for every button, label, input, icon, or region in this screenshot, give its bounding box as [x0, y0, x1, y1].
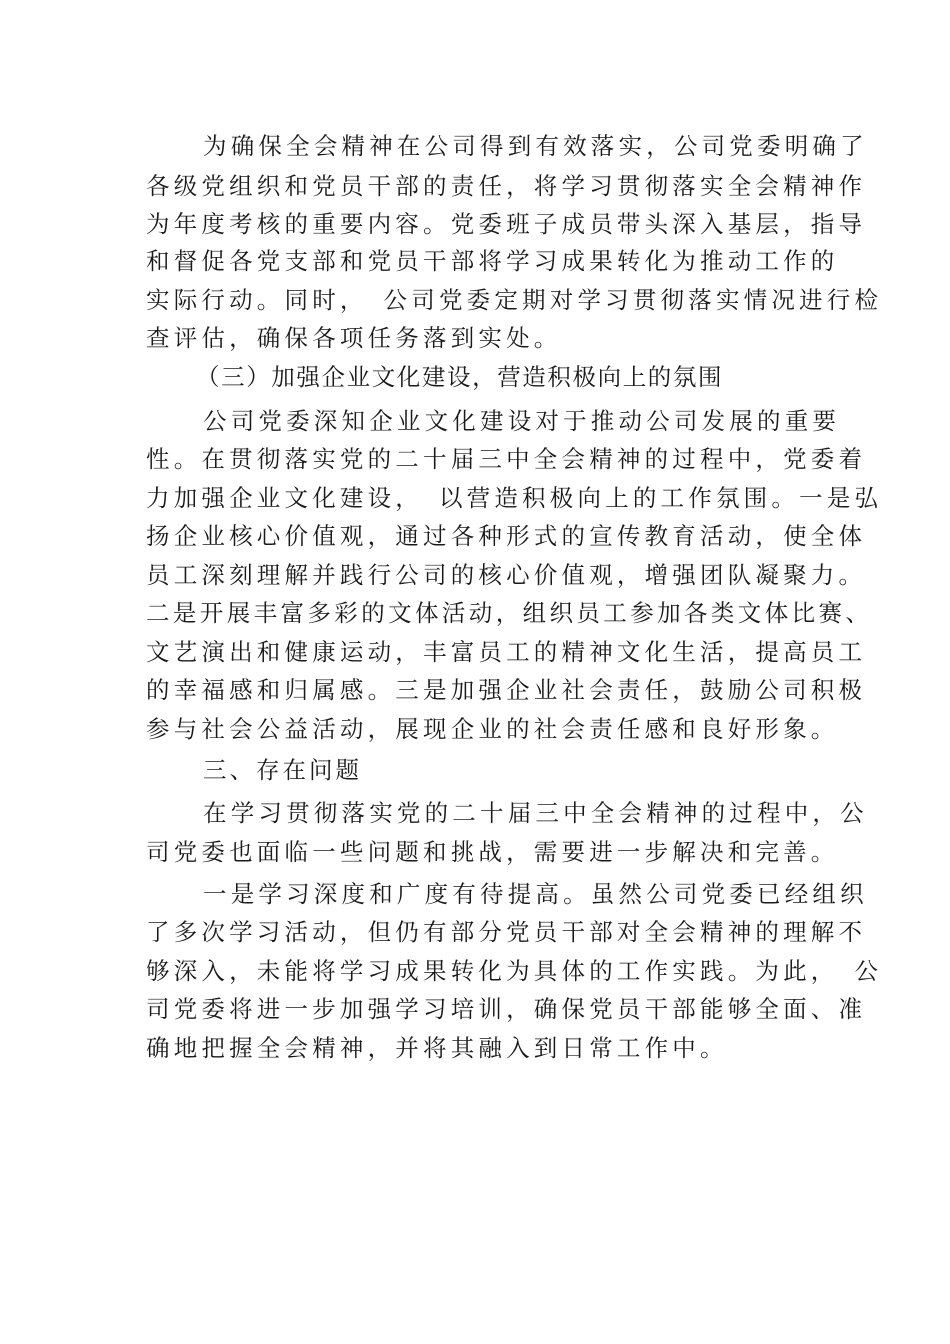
paragraph-line: 公司党委深知企业文化建设对于推动公司发展的重要 [203, 407, 841, 435]
paragraph-line: 二是开展丰富多彩的文体活动，组织员工参加各类文体比赛、 [146, 599, 873, 627]
paragraph-line: 一是学习深度和广度有待提高。虽然公司党委已经组织 [203, 880, 868, 908]
paragraph-line: 实际行动。同时， 公司党委定期对学习贯彻落实情况进行检 [146, 286, 883, 314]
paragraph-line: 性。在贯彻落实党的二十届三中全会精神的过程中，党委着 [146, 445, 867, 473]
paragraph-line: 查评估，确保各项任务落到实处。 [146, 324, 562, 352]
paragraph-line: 文艺演出和健康运动，丰富员工的精神文化生活，提高员工 [146, 638, 867, 666]
paragraph-line: 司党委将进一步加强学习培训，确保党员干部能够全面、准 [146, 995, 867, 1023]
paragraph-line: 了多次学习活动，但仍有部分党员干部对全会精神的理解不 [146, 918, 867, 946]
paragraph-line: 参与社会公益活动，展现企业的社会责任感和良好形象。 [146, 715, 839, 743]
heading-line: （三）加强企业文化建设，营造积极向上的氛围 [196, 363, 724, 391]
paragraph-line: 确地把握全会精神，并将其融入到日常工作中。 [146, 1034, 728, 1062]
paragraph-line: 各级党组织和党员干部的责任，将学习贯彻落实全会精神作 [146, 172, 867, 200]
paragraph-line: 司党委也面临一些问题和挑战，需要进一步解决和完善。 [146, 838, 839, 866]
paragraph-line: 在学习贯彻落实党的二十届三中全会精神的过程中，公 [203, 799, 868, 827]
paragraph-line: 员工深刻理解并践行公司的核心价值观，增强团队凝聚力。 [146, 561, 867, 589]
paragraph-line: 为确保全会精神在公司得到有效落实，公司党委明确了 [203, 132, 868, 160]
heading-line: 三、存在问题 [203, 756, 362, 784]
paragraph-line: 为年度考核的重要内容。党委班子成员带头深入基层，指导 [146, 210, 867, 238]
paragraph-line: 的幸福感和归属感。三是加强企业社会责任，鼓励公司积极 [146, 676, 867, 704]
paragraph-line: 和督促各党支部和党员干部将学习成果转化为推动工作的 [146, 247, 839, 275]
paragraph-line: 够深入，未能将学习成果转化为具体的工作实践。为此， 公 [146, 957, 883, 985]
paragraph-line: 力加强企业文化建设， 以营造积极向上的工作氛围。一是弘 [146, 484, 883, 512]
paragraph-line: 扬企业核心价值观，通过各种形式的宣传教育活动，使全体 [146, 522, 867, 550]
